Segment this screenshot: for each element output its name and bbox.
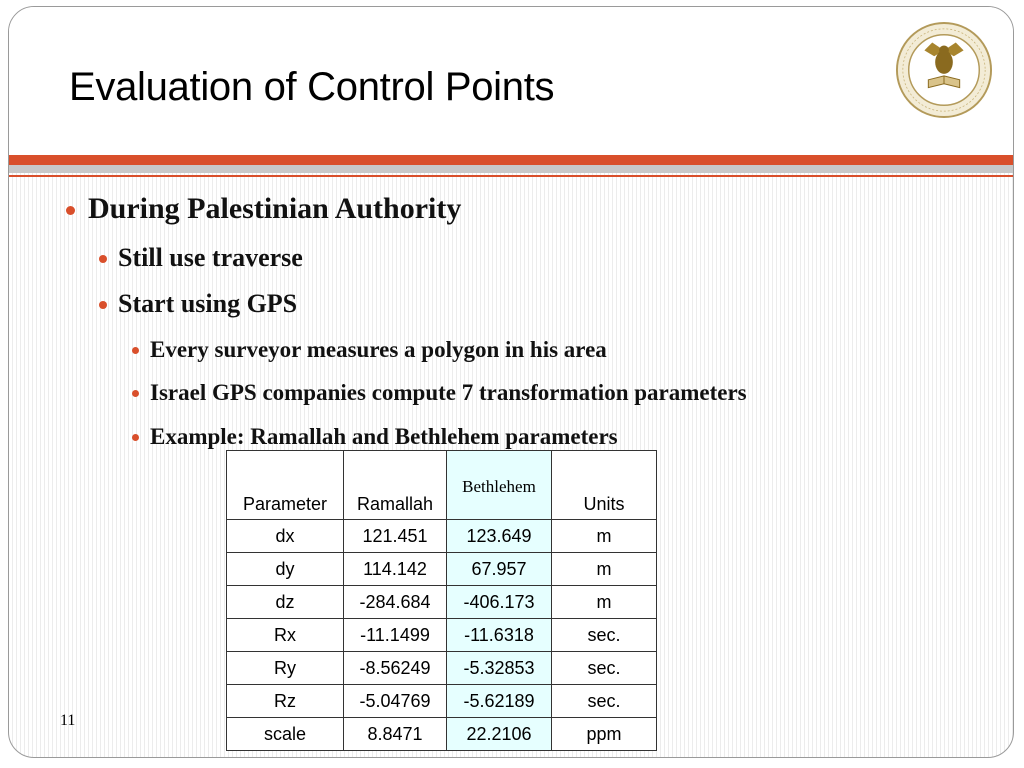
bullet-dot-icon	[132, 390, 139, 397]
bullet-text: Israel GPS companies compute 7 transformation parameters	[150, 380, 747, 405]
bullet-level1	[88, 192, 461, 226]
cell-bethlehem: -5.62189	[447, 685, 552, 718]
title-divider-orange	[9, 155, 1013, 165]
cell-units: sec.	[552, 685, 657, 718]
cell-units: m	[552, 520, 657, 553]
cell-ramallah: 121.451	[344, 520, 447, 553]
bullet-text: During Palestinian Authority	[88, 192, 462, 225]
bullet-level3	[150, 337, 607, 363]
bullet-level2	[118, 289, 297, 319]
cell-parameter: scale	[227, 718, 344, 751]
bullet-text: Start using GPS	[118, 289, 298, 318]
cell-parameter: Rz	[227, 685, 344, 718]
table-header-row	[227, 451, 657, 520]
cell-bethlehem: -5.32853	[447, 652, 552, 685]
cell-units: m	[552, 553, 657, 586]
cell-parameter: Rx	[227, 619, 344, 652]
bullet-dot-icon	[99, 255, 107, 263]
table-row	[227, 586, 657, 619]
bullet-dot-icon	[132, 347, 139, 354]
cell-ramallah: -284.684	[344, 586, 447, 619]
cell-ramallah: -5.04769	[344, 685, 447, 718]
cell-ramallah: 8.8471	[344, 718, 447, 751]
cell-units: sec.	[552, 652, 657, 685]
cell-parameter: dz	[227, 586, 344, 619]
university-seal-icon	[895, 21, 993, 119]
table-row	[227, 619, 657, 652]
cell-ramallah: -8.56249	[344, 652, 447, 685]
bullet-dot-icon	[99, 301, 107, 309]
cell-bethlehem: 67.957	[447, 553, 552, 586]
cell-parameter: dx	[227, 520, 344, 553]
bullet-dot-icon	[66, 206, 75, 215]
cell-parameter: Ry	[227, 652, 344, 685]
header-bethlehem: Bethlehem	[447, 451, 552, 520]
header-parameter: Parameter	[227, 451, 344, 520]
title-divider-thin	[9, 175, 1013, 177]
bullet-dot-icon	[132, 434, 139, 441]
cell-units: m	[552, 586, 657, 619]
table-row	[227, 685, 657, 718]
header-units: Units	[552, 451, 657, 520]
cell-bethlehem: -11.6318	[447, 619, 552, 652]
header-ramallah: Ramallah	[344, 451, 447, 520]
bullet-level3	[150, 380, 747, 406]
cell-parameter: dy	[227, 553, 344, 586]
bullet-text: Every surveyor measures a polygon in his area	[150, 337, 607, 362]
table-row	[227, 718, 657, 751]
slide-title: Evaluation of Control Points	[69, 65, 555, 109]
cell-ramallah: -11.1499	[344, 619, 447, 652]
cell-units: ppm	[552, 718, 657, 751]
cell-units: sec.	[552, 619, 657, 652]
page-number: 11	[60, 712, 76, 729]
bullet-text: Example: Ramallah and Bethlehem parameters	[150, 424, 618, 449]
title-divider-gray	[9, 165, 1013, 173]
cell-ramallah: 114.142	[344, 553, 447, 586]
cell-bethlehem: 22.2106	[447, 718, 552, 751]
table-row	[227, 520, 657, 553]
cell-bethlehem: 123.649	[447, 520, 552, 553]
parameters-table	[226, 450, 657, 751]
bullet-text: Still use traverse	[118, 243, 303, 272]
bullet-level2	[118, 243, 303, 273]
table-row	[227, 553, 657, 586]
cell-bethlehem: -406.173	[447, 586, 552, 619]
bullet-level3	[150, 424, 618, 450]
table-row	[227, 652, 657, 685]
